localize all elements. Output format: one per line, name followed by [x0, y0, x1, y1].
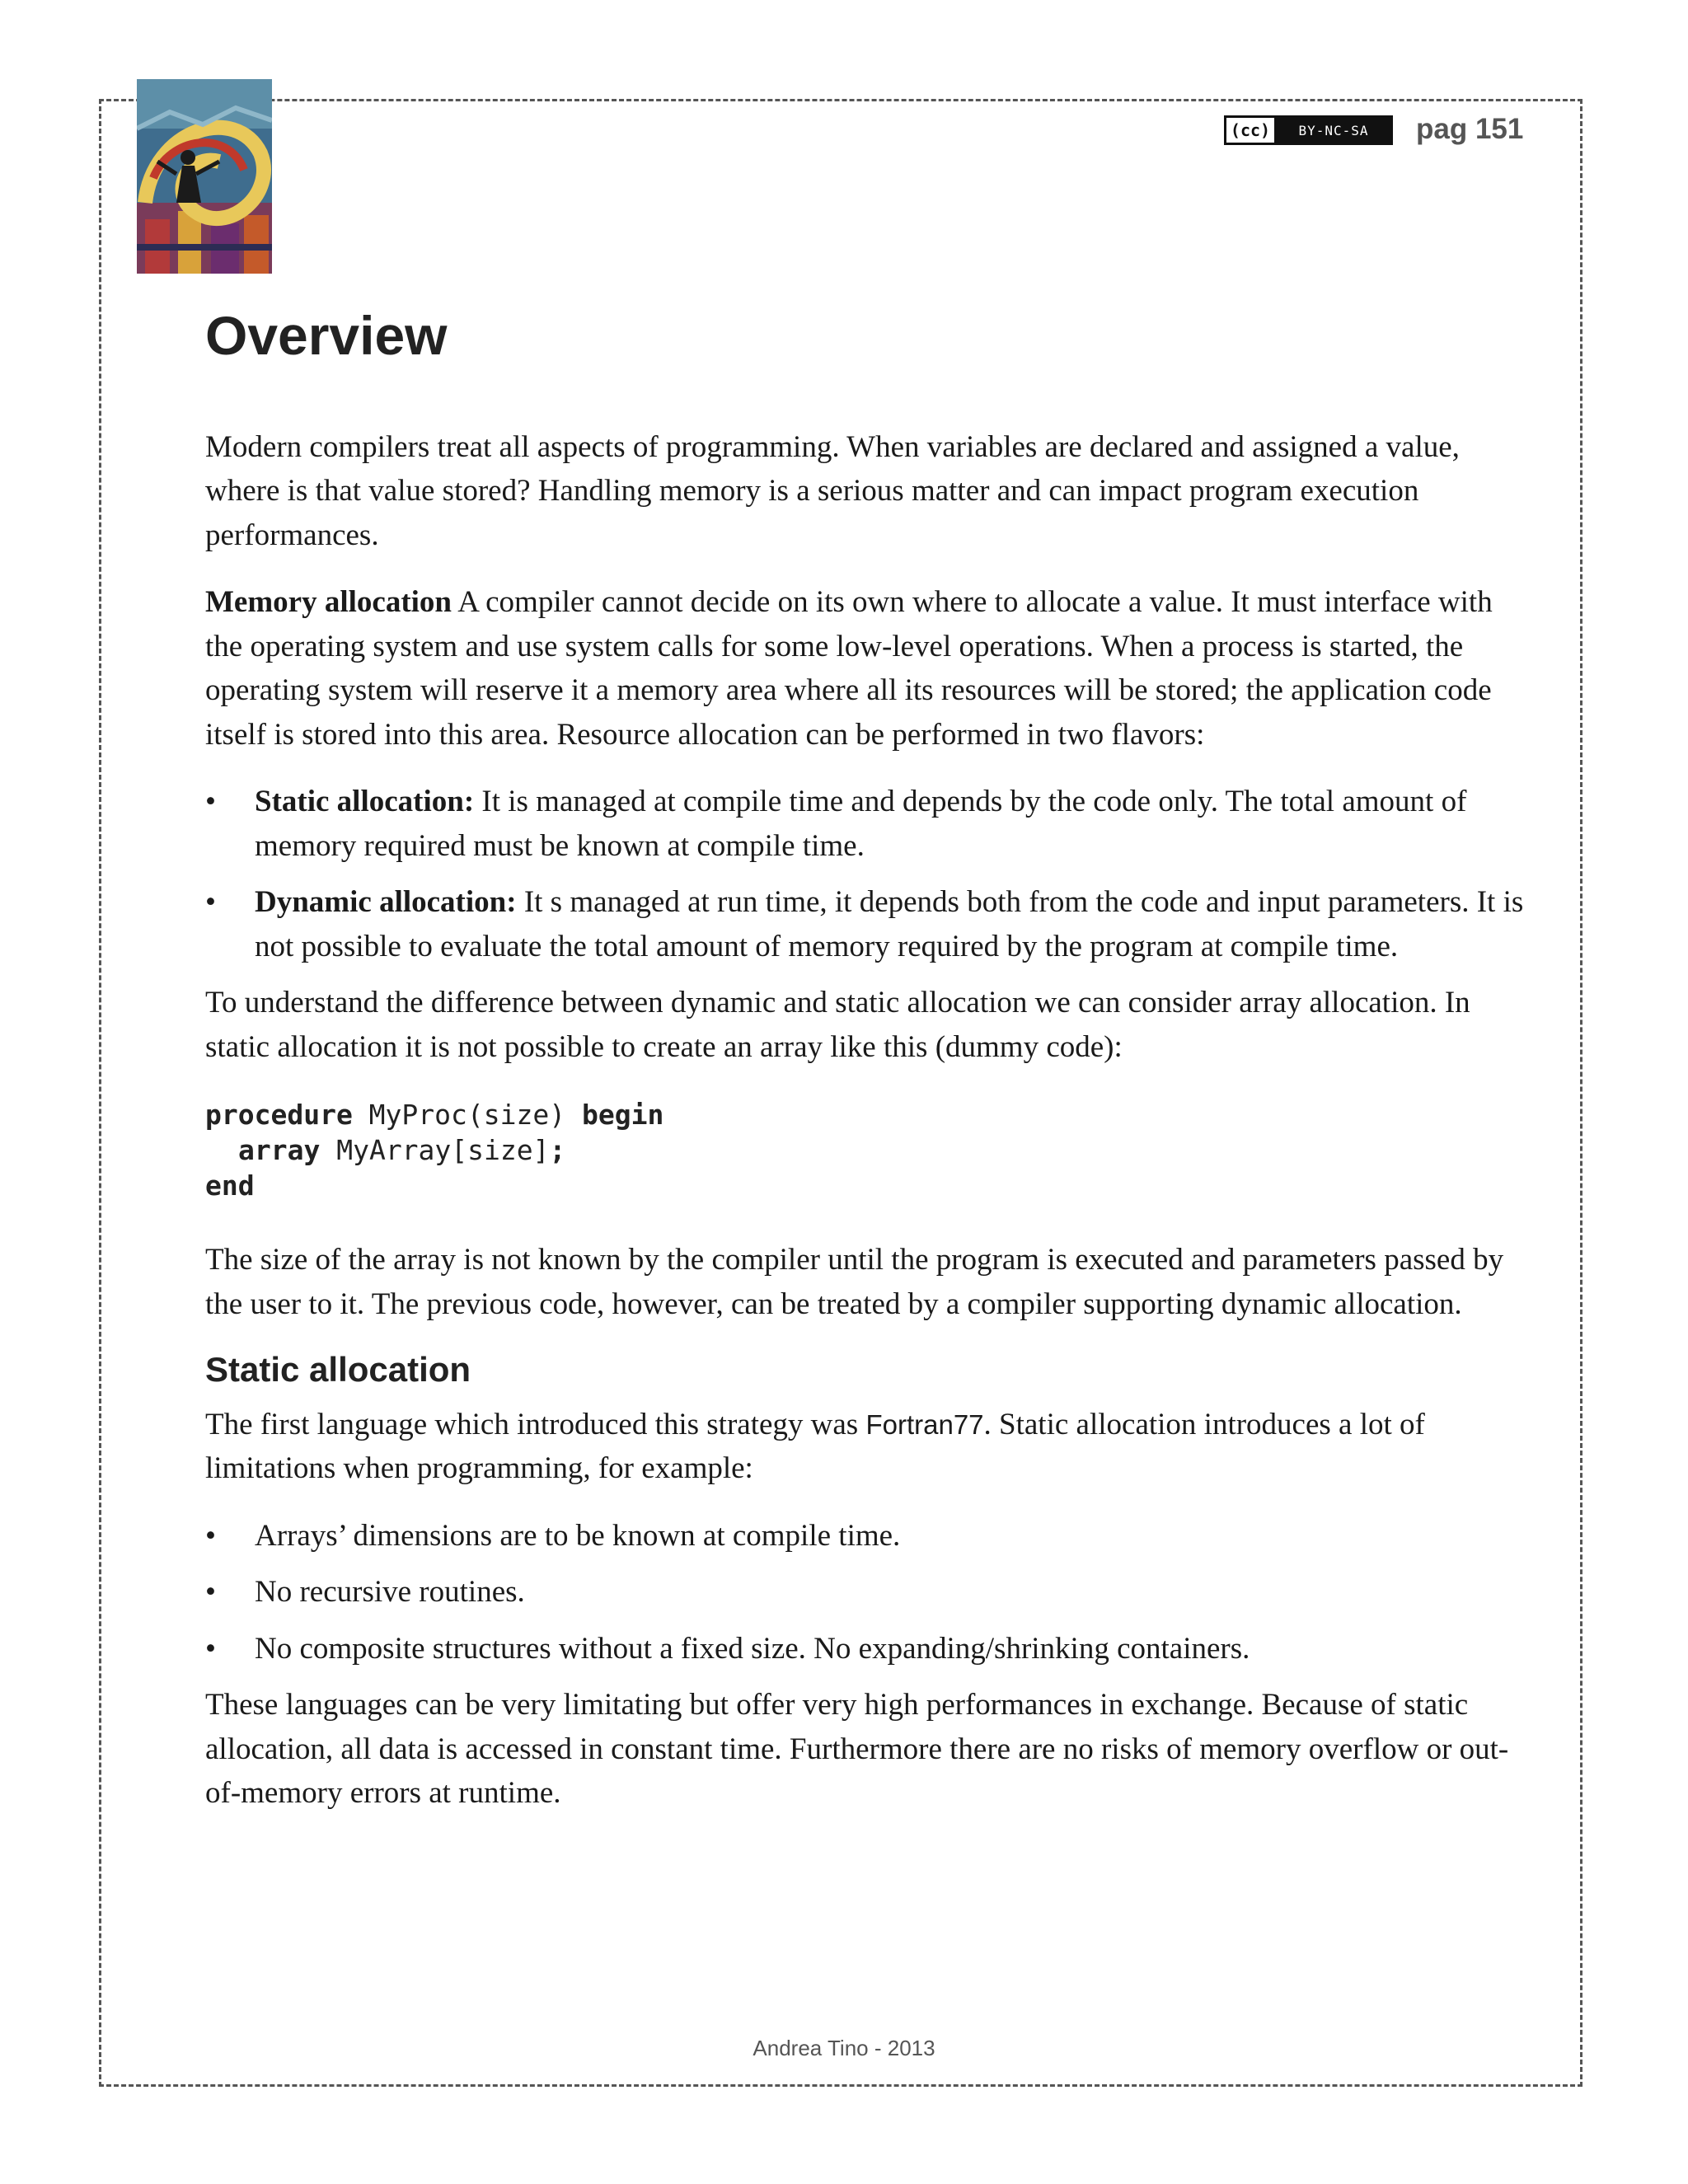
list-item [205, 1514, 1524, 1558]
list-item-text: It s managed at run time, it depends both from the code and input parameters. It is not possible to evaluate the total amount of memory required by the program at compile time. [255, 885, 1524, 963]
bullet-icon: • [205, 785, 216, 819]
list-item [205, 880, 1524, 968]
code-text: MyProc(size) [352, 1099, 582, 1132]
code-text: MyArray[size] [320, 1134, 550, 1167]
license-terms: BY-NC-SA [1277, 118, 1390, 143]
list-item-term: Dynamic allocation: [255, 885, 517, 920]
intro-paragraph: Modern compilers treat all aspects of programming. When variables are declared and assigned a value, where is that value stored? Handling memory is a serious matter and can impact program execution performances. [205, 429, 1460, 552]
list-item [205, 1570, 1524, 1615]
list-item-text: No recursive routines. [255, 1575, 525, 1610]
list-item-text: No composite structures without a fixed size. No expanding/shrinking containers. [255, 1631, 1250, 1666]
bullet-icon: • [205, 1631, 216, 1666]
memory-allocation-lead: Memory allocation [205, 585, 452, 620]
list-item [205, 780, 1524, 868]
code-keyword: ; [549, 1134, 566, 1167]
bullet-icon: • [205, 1575, 216, 1610]
after-code-paragraph: The size of the array is not known by the compiler until the program is executed and parameters passed by the user to it. The previous code, however, can be treated by a compiler supporting dynamic allocation. [205, 1243, 1504, 1321]
code-block [205, 1097, 1524, 1203]
bullet-icon: • [205, 885, 216, 920]
static-intro-before: The first language which introduced this strategy was [205, 1407, 866, 1441]
closing-paragraph: These languages can be very limitating but offer very high performances in exchange. Because of static allocation, all data is accessed in constant time. Furthermore there are no risks of memory overflow or out-of-memory errors at runtime. [205, 1688, 1509, 1811]
static-limitations-list [205, 1514, 1524, 1671]
page-number: pag 151 [1416, 113, 1524, 145]
code-keyword: end [205, 1169, 255, 1202]
page-title: Overview [205, 305, 448, 366]
list-item-text: It is managed at compile time and depends by the code only. The total amount of memory required must be known at compile time. [255, 785, 1467, 863]
code-keyword: array [238, 1134, 321, 1167]
cc-logo: (cc) [1226, 118, 1277, 143]
bullet-icon: • [205, 1518, 216, 1553]
code-line [205, 1132, 1524, 1168]
cover-artwork-image [137, 79, 272, 274]
difference-paragraph: To understand the difference between dynamic and static allocation we can consider array allocation. In static allocation it is not possible to create an array like this (dummy code): [205, 986, 1470, 1064]
static-intro-after: . Static allocation introduces a lot of limitations when programming, for example: [205, 1407, 1425, 1486]
static-intro-paragraph [205, 1403, 1524, 1491]
list-item-text: Arrays’ dimensions are to be known at compile time. [255, 1518, 901, 1553]
code-keyword: procedure [205, 1099, 353, 1132]
code-keyword: begin [581, 1099, 664, 1132]
memory-allocation-paragraph [205, 580, 1524, 757]
language-name: Fortran77 [865, 1408, 984, 1440]
page-footer: Andrea Tino - 2013 [753, 2036, 935, 2060]
cc-license-badge [1224, 115, 1393, 145]
section-heading-static-allocation: Static allocation [205, 1350, 471, 1390]
list-item [205, 1627, 1524, 1671]
page-content [205, 305, 1524, 1839]
code-line [205, 1168, 1524, 1203]
cover-artwork-thumbnail [137, 79, 272, 274]
list-item-term: Static allocation: [255, 785, 475, 819]
code-line [205, 1097, 1524, 1132]
memory-allocation-text: A compiler cannot decide on its own where to allocate a value. It must interface with the operating system and use system calls for some low-level operations. When a process is started, the operating system will reserve it a memory area where all its resources will be stored; the application code itself is stored into this area. Resource allocation can be performed in two flavors: [205, 585, 1493, 752]
allocation-flavors-list [205, 780, 1524, 968]
